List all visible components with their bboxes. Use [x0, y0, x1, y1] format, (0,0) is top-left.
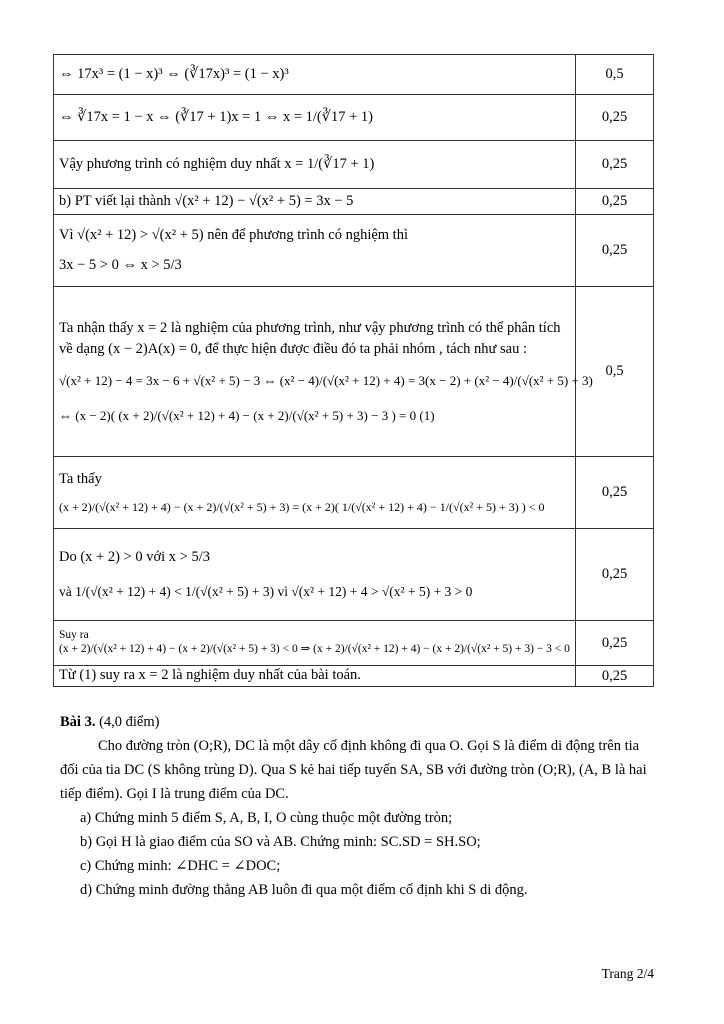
score-cell: 0,25	[576, 189, 654, 215]
score-cell: 0,25	[576, 141, 654, 189]
math-expression: x = 1/(∛17 + 1)	[284, 155, 375, 172]
row-text: Ta thấy	[59, 470, 102, 487]
row-text: nên để phương trình có nghiệm thì	[207, 227, 408, 244]
problem-3	[60, 710, 660, 902]
score-cell: 0,25	[576, 666, 654, 687]
problem-part-d: d) Chứng minh đường thẳng AB luôn đi qua một điểm cố định khi S di động.	[80, 882, 528, 898]
problem-part-a: a) Chứng minh 5 điểm S, A, B, I, O cùng thuộc một đường tròn;	[80, 810, 453, 826]
score-cell: 0,25	[576, 215, 654, 287]
table-row	[54, 141, 654, 189]
table-row	[54, 287, 654, 457]
problem-points: (4,0 điểm)	[99, 714, 160, 730]
row-text: và	[59, 584, 72, 600]
math-expression: (x + 2)/(√(x² + 12) + 4) − (x + 2)/(√(x² + 5) + 3) < 0 ⇒ (x + 2)/(√(x² + 12) + 4) − (x + 2)/(√(x² + 5) + 3) − 3 < 0	[59, 643, 570, 655]
row-text: Do (x + 2) > 0 với x > 5/3	[59, 548, 211, 565]
row-content	[54, 95, 576, 141]
problem-intro: Cho đường tròn (O;R), DC là một dây cố định không đi qua O. Gọi S là điểm di động trên tia đối của tia DC (S không trùng D). Qua S kẻ hai tiếp tuyến SA, SB với đường tròn (O;R), (A, B là hai tiếp điểm). Gọi I là trung điểm của DC.	[60, 738, 647, 802]
math-expression: ⇔ ∛17x = 1 − x ⇔ (∛17 + 1)x = 1 ⇔ x = 1/(∛17 + 1)	[59, 108, 374, 125]
table-row	[54, 666, 654, 687]
math-expression: 3x − 5 > 0 ⇔ x > 5/3	[59, 256, 182, 273]
math-expression: ⇔ 17x³ = (1 − x)³ ⇔ (∛17x)³ = (1 − x)³	[59, 65, 289, 82]
table-row	[54, 621, 654, 666]
row-content	[54, 55, 576, 95]
problem-title: Bài 3.	[60, 714, 96, 730]
table-row	[54, 55, 654, 95]
math-expression: √(x² + 12) − √(x² + 5) = 3x − 5	[174, 192, 354, 209]
row-content	[54, 141, 576, 189]
table-row	[54, 457, 654, 529]
score-cell: 0,25	[576, 621, 654, 666]
math-expression: ⇔ (x − 2)( (x + 2)/(√(x² + 12) + 4) − (x + 2)/(√(x² + 5) + 3) − 3 ) = 0 (1)	[59, 407, 435, 423]
score-cell: 0,25	[576, 457, 654, 529]
table-row	[54, 189, 654, 215]
problem-part-c: c) Chứng minh: ∠DHC = ∠DOC;	[80, 858, 281, 874]
row-content	[54, 215, 576, 287]
row-content	[54, 189, 576, 215]
score-cell: 0,25	[576, 95, 654, 141]
row-text: Ta nhận thấy x = 2 là nghiệm của phương trình, như vậy phương trình có thể phân tích về dạng (x − 2)A(x) = 0, để thực hiện được điều đó ta phải nhóm , tách như sau :	[59, 319, 561, 357]
row-content	[54, 287, 593, 457]
math-expression: √(x² + 12) − 4 = 3x − 6 + √(x² + 5) − 3 ⇔ (x² − 4)/(√(x² + 12) + 4) = 3(x − 2) + (x² − 4)/(√(x² + 5) + 3)	[59, 372, 593, 388]
score-cell: 0,5	[576, 287, 654, 457]
table-row	[54, 215, 654, 287]
row-content	[54, 457, 576, 529]
page-number: Trang 2/4	[601, 966, 654, 981]
row-text: Vì	[59, 227, 74, 244]
row-content	[54, 621, 576, 666]
problem-part-b: b) Gọi H là giao điểm của SO và AB. Chứng minh: SC.SD = SH.SO;	[80, 834, 481, 850]
math-expression: 1/(√(x² + 12) + 4) < 1/(√(x² + 5) + 3)	[75, 584, 275, 600]
row-text: Từ (1) suy ra x = 2 là nghiệm duy nhất của bài toán.	[59, 667, 361, 684]
row-content	[54, 529, 576, 621]
score-cell: 0,25	[576, 529, 654, 621]
row-text: vì	[277, 584, 288, 600]
row-content	[54, 666, 576, 687]
table-row	[54, 95, 654, 141]
math-expression: (x + 2)/(√(x² + 12) + 4) − (x + 2)/(√(x² + 5) + 3) = (x + 2)( 1/(√(x² + 12) + 4) − 1/(√(x² + 5) + 3) ) < 0	[59, 500, 545, 514]
grading-table	[53, 54, 654, 687]
row-text: b) PT viết lại thành	[59, 192, 171, 209]
score-cell: 0,5	[576, 55, 654, 95]
math-expression: √(x² + 12) > √(x² + 5)	[77, 227, 204, 244]
row-text: Suy ra	[59, 629, 89, 642]
row-text: Vậy phương trình có nghiệm duy nhất	[59, 155, 281, 172]
table-row	[54, 529, 654, 621]
math-expression: √(x² + 12) + 4 > √(x² + 5) + 3 > 0	[291, 584, 473, 600]
